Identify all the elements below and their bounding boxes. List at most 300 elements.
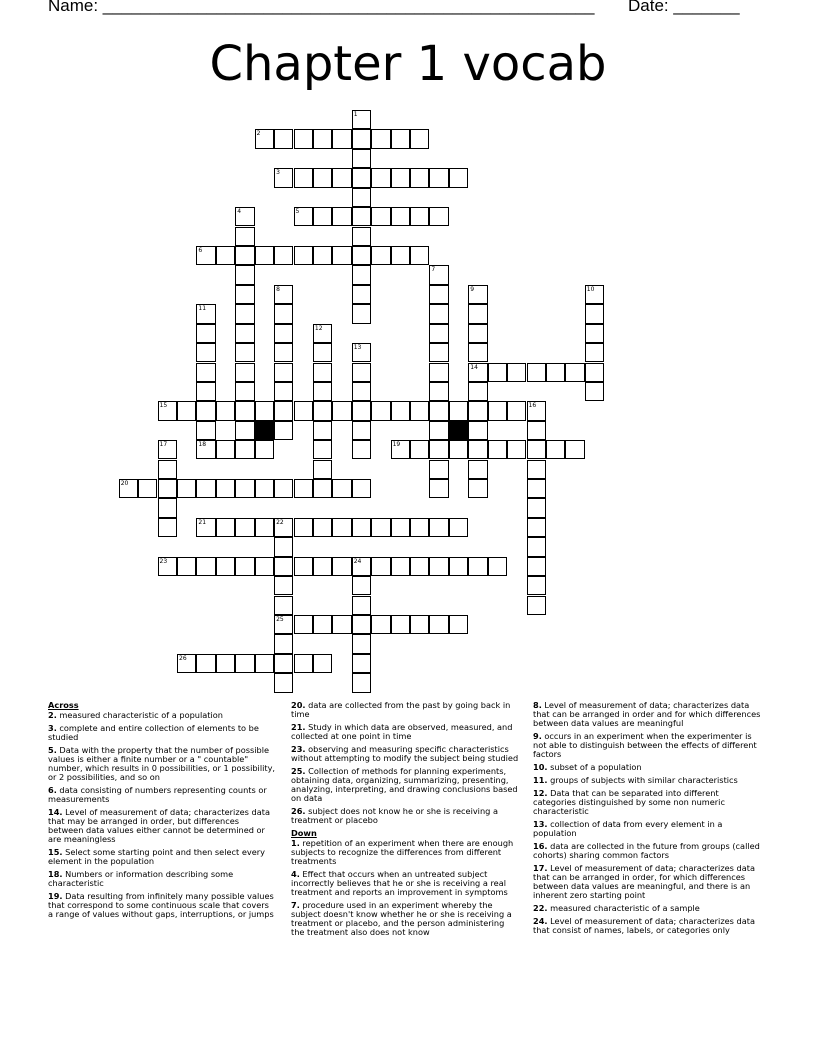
clue-number: 11	[198, 305, 207, 313]
clue-text: measured characteristic of a sample	[547, 903, 700, 913]
grid-cell[interactable]	[274, 304, 293, 323]
grid-cell[interactable]	[235, 265, 254, 284]
clue-item	[291, 701, 519, 719]
grid-cell[interactable]	[313, 479, 332, 498]
grid-cell[interactable]	[216, 557, 235, 576]
grid-cell[interactable]	[352, 518, 371, 537]
grid-cell[interactable]	[235, 246, 254, 265]
grid-cell[interactable]	[274, 285, 293, 304]
clue-item	[291, 767, 519, 803]
clue-number: 24	[353, 557, 362, 565]
grid-cell[interactable]	[313, 421, 332, 440]
clues-column-1	[48, 701, 276, 923]
clue-text: Data that can be separated into different categories distinguished by some non numeric characteristic	[533, 788, 725, 816]
grid-cell[interactable]	[429, 363, 448, 382]
grid-cell[interactable]	[235, 654, 254, 673]
grid-cell[interactable]	[391, 129, 410, 148]
grid-cell[interactable]	[468, 382, 487, 401]
clue-number: 12	[314, 324, 323, 332]
grid-cell[interactable]	[332, 615, 351, 634]
clue-number: 18	[198, 441, 207, 449]
clue-item	[291, 723, 519, 741]
grid-cell[interactable]	[274, 557, 293, 576]
clue-text: Level of measurement of data; characterizes data that can be arranged in order, for which differences between data values are meaningful, and there is an inherent zero starting point	[533, 863, 755, 900]
grid-cell[interactable]	[196, 440, 215, 459]
clue-text: data are collected from the past by going back in time	[291, 700, 511, 719]
clue-number: 3	[276, 169, 280, 177]
grid-cell[interactable]	[488, 363, 507, 382]
grid-cell[interactable]	[429, 265, 448, 284]
grid-cell[interactable]	[468, 557, 487, 576]
grid-cell[interactable]	[391, 168, 410, 187]
grid-cell[interactable]	[274, 401, 293, 420]
clue-text: data consisting of numbers representing counts or measurements	[48, 785, 267, 804]
grid-cell[interactable]	[410, 440, 429, 459]
grid-cell[interactable]	[410, 518, 429, 537]
grid-cell[interactable]	[274, 634, 293, 653]
grid-cell[interactable]	[429, 479, 448, 498]
grid-cell[interactable]	[235, 382, 254, 401]
grid-cell[interactable]	[527, 557, 546, 576]
grid-cell[interactable]	[449, 518, 468, 537]
grid-cell[interactable]	[352, 227, 371, 246]
grid-cell[interactable]	[468, 324, 487, 343]
clue-number: 15	[159, 402, 168, 410]
grid-cell[interactable]	[468, 440, 487, 459]
grid-cell[interactable]	[255, 479, 274, 498]
grid-cell[interactable]	[274, 576, 293, 595]
grid-cell[interactable]	[352, 596, 371, 615]
grid-cell[interactable]	[429, 615, 448, 634]
grid-cell[interactable]	[410, 246, 429, 265]
grid-cell[interactable]	[158, 498, 177, 517]
grid-cell[interactable]	[371, 129, 390, 148]
grid-cell[interactable]	[429, 518, 448, 537]
clue-text: subset of a population	[547, 762, 642, 772]
clue-number: 22.	[533, 903, 548, 913]
grid-cell[interactable]	[313, 168, 332, 187]
grid-cell[interactable]	[119, 479, 138, 498]
grid-cell[interactable]	[255, 246, 274, 265]
grid-cell[interactable]	[527, 576, 546, 595]
grid-cell[interactable]	[255, 440, 274, 459]
grid-cell[interactable]	[352, 207, 371, 226]
grid-cell[interactable]	[196, 343, 215, 362]
grid-cell[interactable]	[429, 168, 448, 187]
clue-number: 15.	[48, 847, 63, 857]
grid-cell[interactable]	[196, 382, 215, 401]
clue-number: 4	[237, 208, 242, 216]
grid-cell[interactable]	[410, 401, 429, 420]
grid-cell[interactable]	[352, 421, 371, 440]
grid-cell[interactable]	[488, 440, 507, 459]
grid-cell[interactable]	[352, 188, 371, 207]
grid-cell[interactable]	[527, 363, 546, 382]
grid-cell[interactable]	[216, 479, 235, 498]
clue-text: occurs in an experiment when the experimenter is not able to distinguish between the effects of different factors	[533, 731, 757, 759]
grid-cell[interactable]	[274, 615, 293, 634]
grid-cell[interactable]	[274, 518, 293, 537]
grid-cell[interactable]	[177, 654, 196, 673]
grid-cell[interactable]	[585, 363, 604, 382]
clue-item	[291, 745, 519, 763]
grid-cell[interactable]	[216, 518, 235, 537]
grid-cell[interactable]	[332, 401, 351, 420]
grid-cell[interactable]	[352, 654, 371, 673]
grid-cell[interactable]	[352, 615, 371, 634]
grid-cell[interactable]	[158, 557, 177, 576]
grid-cell[interactable]	[429, 421, 448, 440]
grid-cell[interactable]	[255, 518, 274, 537]
grid-cell[interactable]	[507, 401, 526, 420]
grid-cell[interactable]	[235, 557, 254, 576]
grid-cell[interactable]	[274, 324, 293, 343]
clue-number: 23.	[291, 744, 306, 754]
grid-cell[interactable]	[527, 401, 546, 420]
grid-cell[interactable]	[313, 343, 332, 362]
grid-cell[interactable]	[371, 518, 390, 537]
grid-cell[interactable]	[352, 557, 371, 576]
grid-cell[interactable]	[255, 401, 274, 420]
grid-cell[interactable]	[410, 168, 429, 187]
grid-cell[interactable]	[294, 207, 313, 226]
clue-number: 16	[528, 402, 537, 410]
grid-cell[interactable]	[527, 518, 546, 537]
grid-cell[interactable]	[332, 129, 351, 148]
clue-number: 10	[586, 285, 595, 293]
grid-cell[interactable]	[468, 363, 487, 382]
grid-cell[interactable]	[255, 129, 274, 148]
clue-number: 10.	[533, 762, 548, 772]
grid-cell[interactable]	[274, 537, 293, 556]
grid-cell[interactable]	[468, 421, 487, 440]
grid-cell[interactable]	[235, 324, 254, 343]
grid-cell[interactable]	[352, 382, 371, 401]
clue-number: 17	[159, 441, 168, 449]
grid-cell[interactable]	[468, 401, 487, 420]
grid-cell[interactable]	[274, 673, 293, 692]
grid-cell[interactable]	[235, 363, 254, 382]
grid-cell[interactable]	[468, 304, 487, 323]
grid-cell[interactable]	[294, 401, 313, 420]
grid-cell[interactable]	[332, 479, 351, 498]
grid-cell[interactable]	[371, 615, 390, 634]
grid-cell[interactable]	[468, 285, 487, 304]
grid-cell[interactable]	[371, 168, 390, 187]
grid-cell[interactable]	[158, 460, 177, 479]
grid-cell[interactable]	[313, 518, 332, 537]
grid-cell[interactable]	[352, 576, 371, 595]
clue-text: Data resulting from infinitely many possible values that correspond to some continuous scale that covers a range of values without gaps, interruptions, or jumps	[48, 891, 274, 919]
date-field-label: Date: _______	[628, 0, 740, 15]
grid-cell[interactable]	[449, 440, 468, 459]
grid-cell[interactable]	[255, 654, 274, 673]
grid-cell[interactable]	[585, 304, 604, 323]
grid-cell[interactable]	[449, 557, 468, 576]
grid-cell[interactable]	[235, 440, 254, 459]
grid-cell[interactable]	[352, 343, 371, 362]
grid-cell[interactable]	[429, 343, 448, 362]
grid-cell[interactable]	[410, 129, 429, 148]
grid-cell[interactable]	[274, 421, 293, 440]
clue-text: Level of measurement of data; characterizes data that may be arranged in order, but differences between data values either cannot be determined or are meaningless	[48, 807, 270, 844]
clue-number: 13	[353, 344, 362, 351]
grid-cell[interactable]	[235, 518, 254, 537]
grid-cell[interactable]	[429, 324, 448, 343]
grid-cell[interactable]	[274, 654, 293, 673]
grid-cell[interactable]	[216, 401, 235, 420]
grid-cell[interactable]	[429, 401, 448, 420]
grid-cell[interactable]	[585, 343, 604, 362]
grid-cell[interactable]	[546, 363, 565, 382]
grid-cell[interactable]	[585, 382, 604, 401]
grid-cell[interactable]	[274, 479, 293, 498]
grid-cell[interactable]	[294, 557, 313, 576]
grid-cell[interactable]	[313, 460, 332, 479]
grid-cell[interactable]	[332, 207, 351, 226]
clue-number: 9	[470, 285, 475, 293]
clue-text: Select some starting point and then select every element in the population	[48, 847, 265, 866]
grid-cell[interactable]	[352, 634, 371, 653]
grid-cell[interactable]	[352, 110, 371, 129]
grid-cell[interactable]	[468, 479, 487, 498]
grid-cell[interactable]	[391, 440, 410, 459]
grid-cell[interactable]	[468, 460, 487, 479]
grid-cell[interactable]	[196, 479, 215, 498]
grid-cell[interactable]	[313, 401, 332, 420]
grid-cell[interactable]	[449, 615, 468, 634]
clue-item	[48, 848, 276, 866]
grid-cell[interactable]	[352, 246, 371, 265]
grid-cell[interactable]	[158, 518, 177, 537]
grid-cell[interactable]	[488, 557, 507, 576]
grid-cell[interactable]	[391, 401, 410, 420]
grid-cell[interactable]	[391, 246, 410, 265]
grid-cell[interactable]	[429, 207, 448, 226]
grid-cell[interactable]	[527, 596, 546, 615]
across-heading: Across	[48, 700, 79, 710]
grid-cell[interactable]	[352, 129, 371, 148]
clue-item	[48, 711, 276, 720]
grid-cell[interactable]	[352, 673, 371, 692]
grid-cell[interactable]	[274, 129, 293, 148]
clue-text: Level of measurement of data; characterizes data that can be arranged in order and for which differences between data values are meaningful	[533, 700, 761, 728]
grid-cell[interactable]	[332, 557, 351, 576]
grid-cell[interactable]	[313, 557, 332, 576]
grid-cell[interactable]	[196, 421, 215, 440]
grid-cell[interactable]	[371, 207, 390, 226]
clue-item	[533, 864, 761, 900]
clue-number: 16.	[533, 841, 548, 851]
grid-cell[interactable]	[294, 168, 313, 187]
grid-cell[interactable]	[158, 479, 177, 498]
grid-cell[interactable]	[527, 421, 546, 440]
grid-cell[interactable]	[216, 246, 235, 265]
grid-cell[interactable]	[196, 246, 215, 265]
grid-cell[interactable]	[527, 479, 546, 498]
clue-number: 9.	[533, 731, 542, 741]
grid-cell[interactable]	[449, 401, 468, 420]
clue-number: 4.	[291, 869, 300, 879]
clue-text: Effect that occurs when an untreated subject incorrectly believes that he or she is receiving a real treatment and reports an improvement in symptoms	[291, 869, 508, 897]
black-square	[255, 421, 274, 440]
clue-number: 17.	[533, 863, 548, 873]
grid-cell[interactable]	[565, 440, 584, 459]
grid-cell[interactable]	[294, 479, 313, 498]
grid-cell[interactable]	[391, 518, 410, 537]
grid-cell[interactable]	[158, 401, 177, 420]
grid-cell[interactable]	[294, 129, 313, 148]
grid-cell[interactable]	[196, 518, 215, 537]
grid-cell[interactable]	[352, 304, 371, 323]
grid-cell[interactable]	[274, 168, 293, 187]
grid-cell[interactable]	[196, 304, 215, 323]
grid-cell[interactable]	[138, 479, 157, 498]
grid-cell[interactable]	[546, 440, 565, 459]
grid-cell[interactable]	[371, 557, 390, 576]
grid-cell[interactable]	[235, 343, 254, 362]
grid-cell[interactable]	[352, 168, 371, 187]
grid-cell[interactable]	[177, 401, 196, 420]
clue-text: Collection of methods for planning experiments, obtaining data, organizing, summarizing, presenting, analyzing, interpreting, and drawing conclusions based on data	[291, 766, 518, 803]
grid-cell[interactable]	[391, 557, 410, 576]
grid-cell[interactable]	[565, 363, 584, 382]
clue-number: 18.	[48, 869, 63, 879]
grid-cell[interactable]	[352, 285, 371, 304]
clue-number: 24.	[533, 916, 548, 926]
grid-cell[interactable]	[196, 654, 215, 673]
clue-number: 1	[353, 111, 358, 118]
grid-cell[interactable]	[313, 129, 332, 148]
grid-cell[interactable]	[527, 440, 546, 459]
clue-text: Numbers or information describing some characteristic	[48, 869, 234, 888]
clue-item	[533, 842, 761, 860]
grid-cell[interactable]	[177, 479, 196, 498]
grid-cell[interactable]	[410, 557, 429, 576]
grid-cell[interactable]	[371, 246, 390, 265]
clue-number: 26.	[291, 806, 306, 816]
grid-cell[interactable]	[527, 460, 546, 479]
clue-text: Data with the property that the number of possible values is either a finite number or a " countable" number, which results in 0 possibilities, or 1 possibility, or 2 possibilities, and so on	[48, 745, 276, 782]
grid-cell[interactable]	[235, 479, 254, 498]
grid-cell[interactable]	[313, 615, 332, 634]
grid-cell[interactable]	[216, 654, 235, 673]
grid-cell[interactable]	[235, 421, 254, 440]
clue-number: 6.	[48, 785, 57, 795]
grid-cell[interactable]	[429, 304, 448, 323]
grid-cell[interactable]	[449, 168, 468, 187]
grid-cell[interactable]	[429, 382, 448, 401]
grid-cell[interactable]	[313, 440, 332, 459]
grid-cell[interactable]	[585, 285, 604, 304]
clues-column-3	[533, 701, 761, 939]
grid-cell[interactable]	[274, 246, 293, 265]
clue-number: 23	[159, 557, 168, 565]
grid-cell[interactable]	[429, 557, 448, 576]
grid-cell[interactable]	[429, 440, 448, 459]
grid-cell[interactable]	[371, 401, 390, 420]
grid-cell[interactable]	[235, 401, 254, 420]
grid-cell[interactable]	[196, 401, 215, 420]
grid-cell[interactable]	[235, 227, 254, 246]
grid-cell[interactable]	[274, 363, 293, 382]
grid-cell[interactable]	[196, 324, 215, 343]
clue-text: observing and measuring specific characteristics without attempting to modify the subject being studied	[291, 744, 519, 763]
clues-column-2	[291, 701, 519, 941]
clue-text: procedure used in an experiment whereby the subject doesn't know whether he or she is receiving a treatment or placebo, and the person administering the treatment also does not know	[291, 900, 512, 937]
grid-cell[interactable]	[527, 537, 546, 556]
grid-cell[interactable]	[274, 596, 293, 615]
grid-cell[interactable]	[429, 460, 448, 479]
grid-cell[interactable]	[294, 246, 313, 265]
grid-cell[interactable]	[352, 265, 371, 284]
grid-cell[interactable]	[274, 382, 293, 401]
grid-cell[interactable]	[429, 285, 448, 304]
grid-cell[interactable]	[391, 207, 410, 226]
grid-cell[interactable]	[274, 343, 293, 362]
grid-cell[interactable]	[158, 440, 177, 459]
grid-cell[interactable]	[585, 324, 604, 343]
grid-cell[interactable]	[410, 207, 429, 226]
grid-cell[interactable]	[313, 207, 332, 226]
grid-cell[interactable]	[352, 363, 371, 382]
clue-number: 25	[276, 615, 284, 623]
grid-cell[interactable]	[313, 363, 332, 382]
grid-cell[interactable]	[255, 557, 274, 576]
clue-item	[533, 776, 761, 785]
clue-item	[533, 904, 761, 913]
grid-cell[interactable]	[332, 518, 351, 537]
grid-cell[interactable]	[313, 382, 332, 401]
grid-cell[interactable]	[488, 401, 507, 420]
grid-cell[interactable]	[313, 654, 332, 673]
grid-cell[interactable]	[294, 654, 313, 673]
grid-cell[interactable]	[216, 440, 235, 459]
grid-cell[interactable]	[196, 363, 215, 382]
grid-cell[interactable]	[294, 518, 313, 537]
grid-cell[interactable]	[391, 615, 410, 634]
grid-cell[interactable]	[352, 479, 371, 498]
clue-number: 19	[392, 441, 401, 449]
grid-cell[interactable]	[294, 615, 313, 634]
grid-cell[interactable]	[507, 363, 526, 382]
clue-item	[48, 786, 276, 804]
clue-number: 20	[120, 480, 129, 487]
grid-cell[interactable]	[196, 557, 215, 576]
clue-number: 21	[198, 518, 207, 526]
grid-cell[interactable]	[235, 207, 254, 226]
grid-cell[interactable]	[410, 615, 429, 634]
grid-cell[interactable]	[352, 440, 371, 459]
grid-cell[interactable]	[332, 168, 351, 187]
grid-cell[interactable]	[352, 401, 371, 420]
clue-number: 20.	[291, 700, 306, 710]
grid-cell[interactable]	[235, 285, 254, 304]
grid-cell[interactable]	[235, 304, 254, 323]
grid-cell[interactable]	[468, 343, 487, 362]
grid-cell[interactable]	[507, 440, 526, 459]
clue-number: 3.	[48, 723, 57, 733]
grid-cell[interactable]	[177, 557, 196, 576]
grid-cell[interactable]	[527, 498, 546, 517]
clue-item	[291, 807, 519, 825]
clue-item	[48, 870, 276, 888]
grid-cell[interactable]	[313, 324, 332, 343]
grid-cell[interactable]	[352, 149, 371, 168]
grid-cell[interactable]	[313, 246, 332, 265]
clue-item	[48, 808, 276, 844]
grid-cell[interactable]	[332, 246, 351, 265]
